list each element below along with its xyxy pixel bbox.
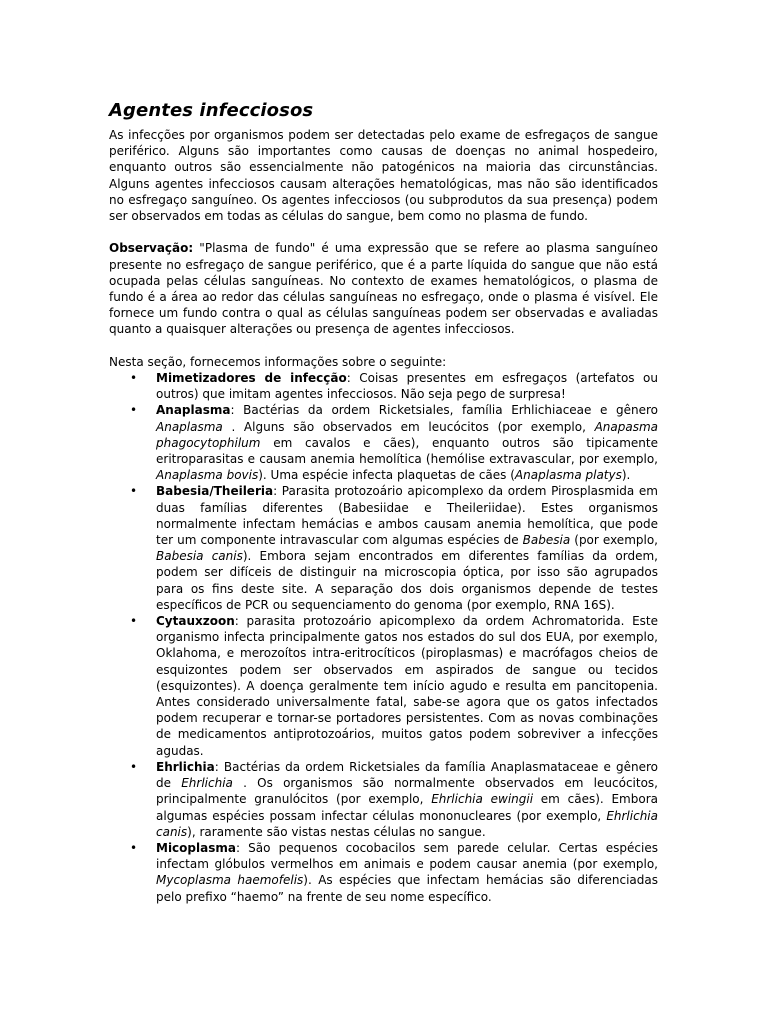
item-term: Anaplasma (156, 403, 231, 418)
note-label: Observação: (109, 241, 194, 256)
list-item-ehrlichia: • Ehrlichia: Bactérias da ordem Ricketsiales da família Anaplasmataceae e gênero de Ehrlichia . Os organismos são normalmente observados em leucócitos, principalmente granulócitos (por exemplo, Ehrlichia ewingii em cães). Embora algumas espécies possam infectar células mononucleares (por exemplo, Ehrlichia canis), raramente são vistas nestas células no sangue. (130, 759, 658, 839)
document-page (109, 99, 658, 905)
item-term: Cytauxzoon (156, 614, 235, 629)
note-text: "Plasma de fundo" é uma expressão que se refere ao plasma sanguíneo presente no esfregaço de sangue periférico, que é a parte líquida do sangue que não está ocupada pelas células sanguíneas. No contexto de exames hematológicos, o plasma de fundo é a área ao redor das células sanguíneas no esfregaço, onde o plasma é visível. Ele fornece um fundo contra o qual as células sanguíneas podem ser observadas e avaliadas quanto a quaisquer alterações ou presença de agentes infecciosos. (109, 241, 658, 337)
list-item-cytauxzoon: • Cytauxzoon: parasita protozoário apicomplexo da ordem Achromatorida. Este organismo infecta principalmente gatos nos estados do sul dos EUA, por exemplo, Oklahoma, e merozoítos intra-eritrocíticos (piroplasmas) e macrófagos cheios de esquizontes podem ser observados em aspirados de sangue ou tecidos (esquizontes). A doença geralmente tem início agudo e resulta em pancitopenia. Antes considerado universalmente fatal, sabe-se agora que os gatos infectados podem recuperar e tornar-se portadores persistentes. Com as novas combinações de medicamentos antiprotozoários, muitos gatos podem sobreviver a infecções agudas. (130, 614, 658, 758)
bullet-icon: • (130, 484, 138, 499)
item-term: Mimetizadores de infecção (156, 371, 347, 386)
agent-list (109, 370, 658, 905)
paragraph-gap (109, 224, 658, 240)
item-term: Micoplasma (156, 840, 236, 855)
item-term: Babesia/Theileria (156, 484, 274, 499)
bullet-icon: • (130, 840, 138, 855)
item-term: Ehrlichia (156, 759, 215, 774)
note-paragraph (109, 240, 658, 337)
page-title: Agentes infecciosos (109, 100, 314, 121)
bullet-icon: • (130, 371, 138, 386)
bullet-icon: • (130, 614, 138, 629)
section-intro: Nesta seção, fornecemos informações sobre o seguinte: (109, 354, 447, 369)
bullet-icon: • (130, 403, 138, 418)
list-item-micoplasma: • Micoplasma: São pequenos cocobacilos sem parede celular. Certas espécies infectam glóbulos vermelhos em animais e podem causar anemia (por exemplo, Mycoplasma haemofelis). As espécies que infectam hemácias são diferenciadas pelo prefixo “haemo” na frente de seu nome específico. (130, 840, 658, 904)
paragraph-gap (109, 338, 658, 354)
list-item-anaplasma: • Anaplasma: Bactérias da ordem Ricketsiales, família Erhlichiaceae e gênero Anaplasma . Alguns são observados em leucócitos (por exemplo, Anapasma phagocytophilum em cavalos e cães), enquanto outros são tipicamente eritroparasitas e causam anemia hemolítica (hemólise extravascular, por exemplo, Anaplasma bovis). Uma espécie infecta plaquetas de cães (Anaplasma platys). (130, 403, 658, 483)
bullet-icon: • (130, 759, 138, 774)
intro-paragraph: As infecções por organismos podem ser detectadas pelo exame de esfregaços de sangue periférico. Alguns são importantes como causas de doenças no animal hospedeiro, enquanto outros são essencialmente não patogénicos na maioria das circunstâncias. Alguns agentes infecciosos causam alterações hematológicas, mas não são identificados no esfregaço sanguíneo. Os agentes infecciosos (ou subprodutos da sua presença) podem ser observados em todas as células do sangue, bem como no plasma de fundo. (109, 128, 658, 224)
list-item-babesia-theileria: • Babesia/Theileria: Parasita protozoário apicomplexo da ordem Pirosplasmida em duas famílias diferentes (Babesiidae e Theileriidae). Estes organismos normalmente infectam hemácias e ambos causam anemia hemolítica, que pode ter um componente intravascular com algumas espécies de Babesia (por exemplo, Babesia canis). Embora sejam encontrados em diferentes famílias da ordem, podem ser difíceis de distinguir na microscopia óptica, por isso são agrupados para os fins deste site. A separação dos dois organismos depende de testes específicos de PCR ou sequenciamento do genoma (por exemplo, RNA 16S). (130, 484, 658, 612)
list-item-mimetizadores: • Mimetizadores de infecção: Coisas presentes em esfregaços (artefatos ou outros) que imitam agentes infecciosos. Não seja pego de surpresa! (130, 371, 658, 402)
